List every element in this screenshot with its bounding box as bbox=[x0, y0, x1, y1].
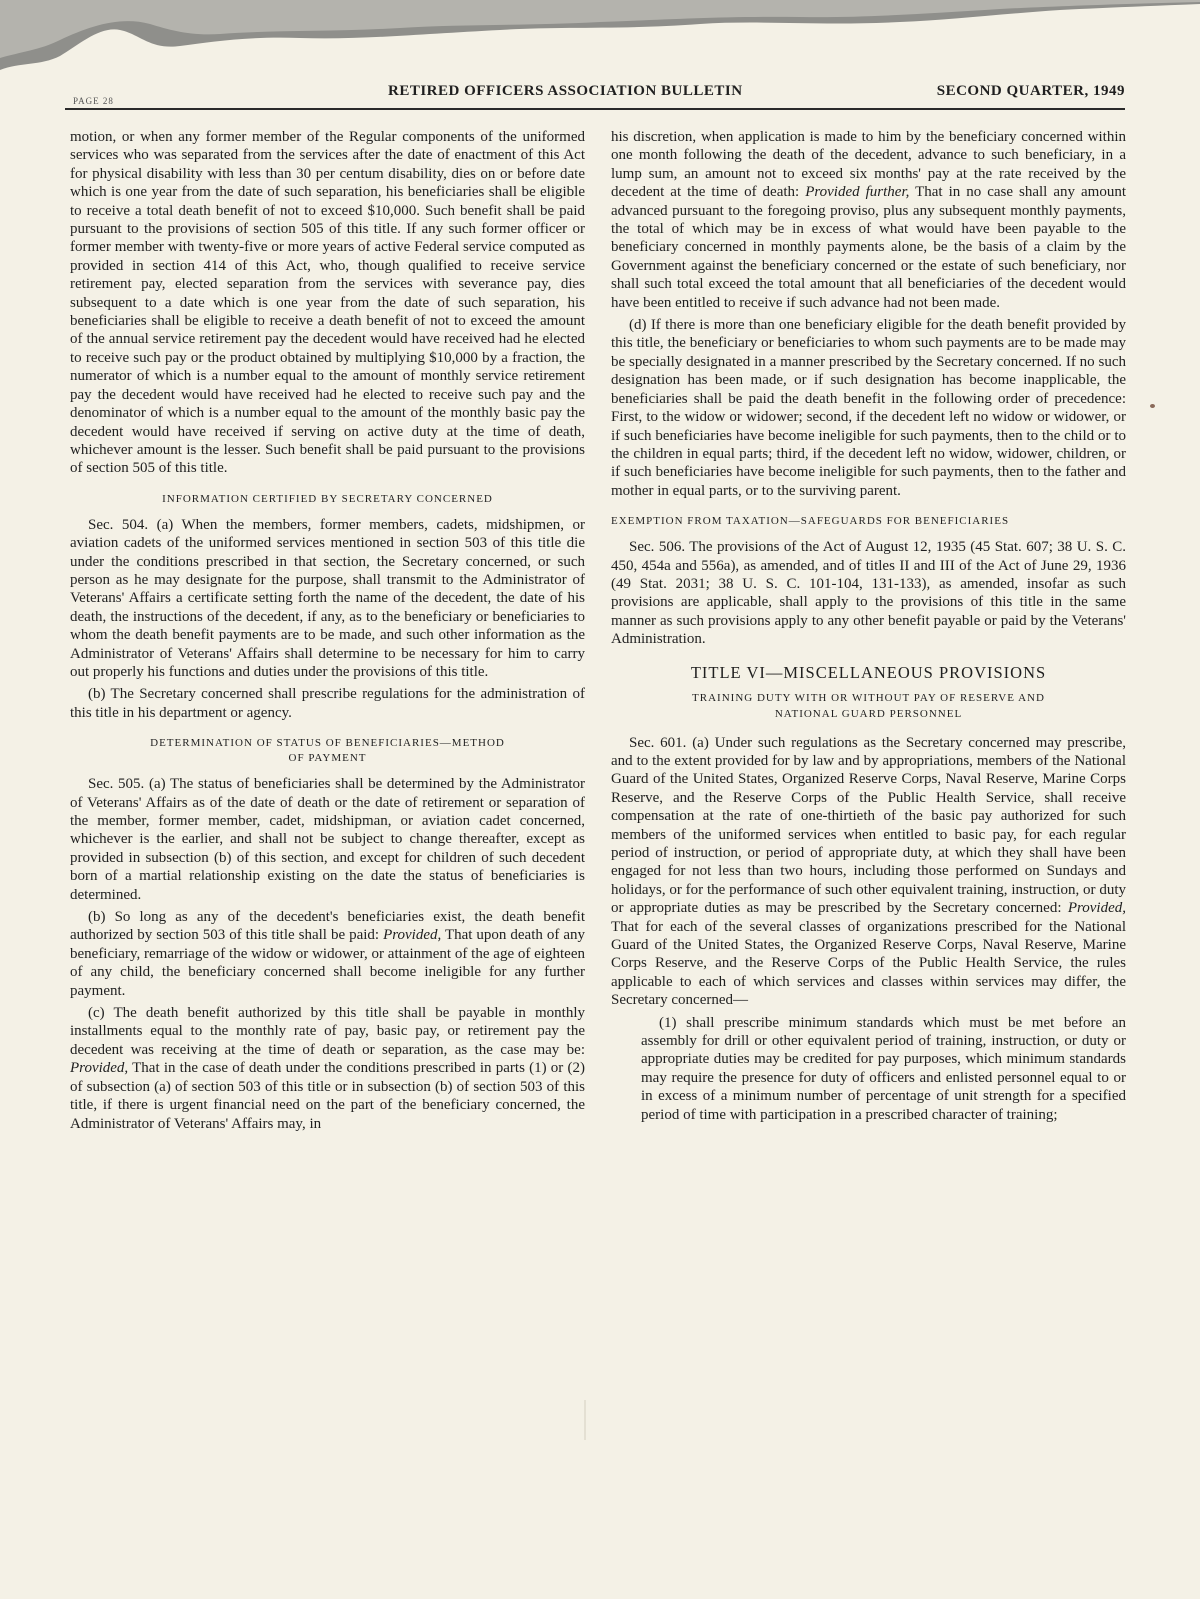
heading-sec-601-line1: TRAINING DUTY WITH OR WITHOUT PAY OF RESERVE AND bbox=[692, 691, 1045, 704]
issue-date: SECOND QUARTER, 1949 bbox=[936, 83, 1125, 99]
heading-sec-505-line2: OF PAYMENT bbox=[288, 752, 367, 765]
sec-505-c: (c) The death benefit authorized by this title shall be payable in monthly installments equal to the monthly rate of pay, basic pay, or retirement pay the decedent was receiving at the time of death or separation, as the case may be: Provided, That in the case of death under the conditions prescribed in parts (1) or (2) of subsection (a) of section 503 of this title or in subsection (b) of section 503 of this title, if there is urgent financial need on the part of the beneficiary concerned, the Administrator of Veterans' Affairs may, in bbox=[70, 1005, 585, 1132]
sec-505-a: Sec. 505. (a) The status of beneficiaries shall be determined by the Administrator of Veterans' Affairs as of the date of death or the date of retirement or separation of the member, former member, cadet, midshipman, or aviation cadet concerned, whichever is the earlier, and shall not be subject to change thereafter, except as provided in subsection (b) of this section, and except for children of such decedent born of a martial relationship existing on the date the status of beneficiaries is determined. bbox=[70, 776, 585, 903]
torn-page-edge bbox=[0, 0, 1200, 72]
heading-sec-601-line2: NATIONAL GUARD PERSONNEL bbox=[774, 707, 963, 720]
sec-506: Sec. 506. The provisions of the Act of August 12, 1935 (45 Stat. 607; 38 U. S. C. 450, 454a and 556a), as amended, and of titles II and III of the Act of June 29, 1936 (49 Stat. 2031; 38 U. S. C. 101-104, 131-133), as amended, insofar as such provisions are applicable, shall apply to the provisions of this title in the same manner as such provisions apply to any other benefit payable or paid by the Veterans' Administration. bbox=[611, 539, 1126, 648]
heading-sec-504: INFORMATION CERTIFIED BY SECRETARY CONCERNED bbox=[162, 492, 493, 505]
heading-sec-601 bbox=[611, 690, 1126, 722]
page-number: PAGE 28 bbox=[73, 96, 114, 106]
publication-title: RETIRED OFFICERS ASSOCIATION BULLETIN bbox=[388, 83, 743, 99]
heading-sec-506: EXEMPTION FROM TAXATION—SAFEGUARDS FOR BENEFICIARIES bbox=[611, 515, 1010, 528]
heading-sec-505 bbox=[70, 736, 585, 766]
sec-503-continuation: motion, or when any former member of the Regular components of the uniformed services who was separated from the services after the date of enactment of this Act for physical disability with less than 30 per centum disability, dies on or before date which is one year from the date of such separation, his beneficiaries shall be eligible to receive a total death benefit of not to exceed $10,000. Such benefit shall be paid pursuant to the provisions of section 505 of this title. If any such former officer or former member with twenty-five or more years of active Federal service computed as provided in section 414 of this Act, who, though qualified to receive service retirement pay, elected separation from the services with severance pay, dies subsequent to a date which is one year from the date of such separation, his beneficiaries shall be eligible to receive a death benefit of not to exceed the amount of the annual service retirement pay the decedent would have received had he elected to receive such pay or the product obtained by multiplying $10,000 by a fraction, the numerator of which is a number equal to the amount of monthly service retirement pay the decedent would have received had he elected to receive such pay and the denominator of which is a number equal to the amount of the monthly basic pay the decedent would have received if serving on active duty at the time of death, whichever amount is the lesser. Such benefit shall be paid pursuant to the provisions of section 505 of this title. bbox=[70, 129, 585, 477]
sec-504-b: (b) The Secretary concerned shall prescribe regulations for the administration of this title in his department or agency. bbox=[70, 686, 585, 721]
heading-sec-505-line1: DETERMINATION OF STATUS OF BENEFICIARIES—METHOD bbox=[150, 737, 505, 750]
sec-601-a: Sec. 601. (a) Under such regulations as the Secretary concerned may prescribe, and to the extent provided for by law and by appropriations, members of the National Guard of the United States, Organized Reserve Corps, Naval Reserve, Marine Corps Reserve, and the Reserve Corps of the Public Health Service, shall receive compensation at the rate of one-thirtieth of the basic pay authorized for such members of the uniformed services when entitled to basic pay, for each regular period of instruction, or period of appropriate duty, at which they shall have been engaged for not less than two hours, including those performed on Sundays and holidays, or for the performance of such other equivalent training, instruction, or duty or appropriate duties as may be prescribed by the Secretary concerned: Provided, That for each of the several classes of organizations prescribed for the National Guard of the United States, the Organized Reserve Corps, Naval Reserve, Marine Corps Reserve, and the Reserve Corps of the Public Health Service, the rules applicable to each of which services and classes within services may differ, the Secretary concerned— bbox=[611, 734, 1126, 1009]
sec-504-a: Sec. 504. (a) When the members, former members, cadets, midshipmen, or aviation cadets of the uniformed services mentioned in section 503 of this title die under the conditions prescribed in that section, the Secretary concerned, or such person as he may designate for the purpose, shall transmit to the Administrator of Veterans' Affairs a certificate setting forth the name of the decedent, the date of his death, the instructions of the decedent, if any, as to the beneficiary or beneficiaries to whom the death benefit payments are to be made, and such other information as the Administrator of Veterans' Affairs shall determine to be necessary for him to carry out properly his functions and duties under the provisions of this title. bbox=[70, 516, 585, 680]
sec-601-a-item-1: (1) shall prescribe minimum standards which must be met before an assembly for drill or other equivalent period of training, instruction, or duty or appropriate duties may be credited for pay purposes, which minimum standards may require the presence for duty of officers and enlisted personnel equal to or in excess of a minimum number of percentage of unit strength for a specified period of time with participation in a prescribed character of training; bbox=[641, 1014, 1126, 1123]
right-column bbox=[611, 128, 1126, 1124]
ink-smudge bbox=[1150, 404, 1155, 408]
paper-crease bbox=[584, 1400, 586, 1440]
left-column bbox=[70, 128, 585, 1133]
sec-505-c-continuation: his discretion, when application is made to him by the beneficiary concerned within one month following the death of the decedent, advance to such beneficiary, in a lump sum, an amount not to exceed six months' pay at the rate received by the decedent at the time of death: Provided further, That in no case shall any amount advanced pursuant to the foregoing proviso, plus any subsequent monthly payments, the total of which may be in excess of what would have been payable to the beneficiary concerned in monthly payments alone, be the basis of a claim by the Government against the beneficiary concerned or the estate of such beneficiary, nor shall such total exceed the total amount that all beneficiaries of the decedent would have been entitled to receive if such advance had not been made. bbox=[611, 129, 1126, 311]
sec-505-d: (d) If there is more than one beneficiary eligible for the death benefit provided by this title, the beneficiary or beneficiaries to whom such payments are to be made may be specially designated in a manner prescribed by the Secretary concerned. If no such designation has been made, or if such designation has become inapplicable, the beneficiaries shall be paid the death benefit in the following order of precedence: First, to the widow or widower; second, if the decedent left no widow or widower, or if such beneficiaries have become ineligible for such payments, then to the child or to the children in equal parts; third, if the decedent left no widow, widower, children, or if such beneficiaries have become ineligible for such payments, then to the father and mother in equal parts, or to the surviving parent. bbox=[611, 317, 1126, 499]
page-header bbox=[65, 80, 1125, 110]
sec-505-b: (b) So long as any of the decedent's beneficiaries exist, the death benefit authorized by section 503 of this title shall be paid: Provided, That upon death of any beneficiary, remarriage of the widow or widower, or attainment of the age of eighteen of any child, the beneficiary concerned shall become ineligible for any further payment. bbox=[70, 909, 585, 999]
title-vi-heading: TITLE VI—MISCELLANEOUS PROVISIONS bbox=[690, 662, 1047, 682]
